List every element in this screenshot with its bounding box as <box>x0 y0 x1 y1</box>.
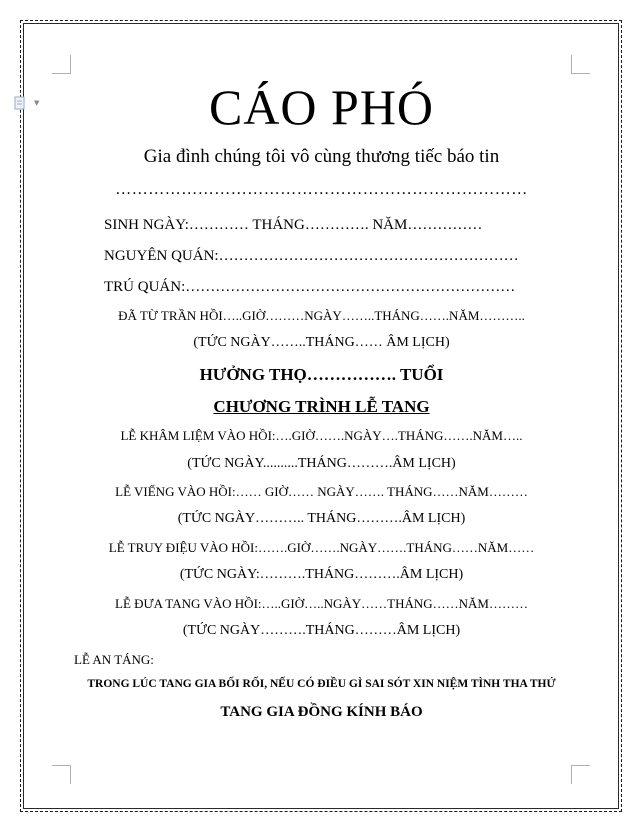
passed-away-lunar-line: (TỨC NGÀY……..THÁNG…… ÂM LỊCH) <box>193 335 450 350</box>
chevron-down-icon[interactable]: ▼ <box>34 99 40 107</box>
residence-line: TRÚ QUÁN:………………………………………………………… <box>104 279 516 295</box>
ceremony-lunar-line: (TỨC NGÀY……….THÁNG………ÂM LỊCH) <box>182 623 461 638</box>
birth-date-line: SINH NGÀY:………… THÁNG…………. NĂM…………… <box>104 217 483 233</box>
program-heading: CHƯƠNG TRÌNH LỄ TANG <box>213 397 430 416</box>
passed-away-line: ĐÃ TỪ TRẦN HỒI…..GIỜ………NGÀY……..THÁNG…….NĂM……….. <box>118 308 525 323</box>
ceremony-line: LỄ ĐƯA TANG VÀO HỒI:…..GIỜ…..NGÀY……THÁNG……NĂM……… <box>115 596 528 611</box>
ceremony-line: LỄ VIẾNG VÀO HỒI:…… GIỜ…… NGÀY……. THÁNG……NĂM……… <box>115 484 528 499</box>
page-title: CÁO PHÓ <box>208 79 435 135</box>
ceremony-lunar-line: (TỨC NGÀY……….. THÁNG……….ÂM LỊCH) <box>177 511 466 526</box>
ceremony-lunar-line: (TỨC NGÀY..........THÁNG……….ÂM LỊCH) <box>187 456 456 471</box>
margin-corner-top-left <box>52 55 71 74</box>
deceased-name-line: ………………………………………………………………… <box>115 181 528 198</box>
burial-line: LỄ AN TÁNG: <box>74 652 154 667</box>
margin-corner-bottom-left <box>52 765 71 784</box>
margin-corner-bottom-right <box>571 765 590 784</box>
margin-corner-top-right <box>571 55 590 74</box>
age-line: HƯỞNG THỌ……………. TUỔI <box>199 365 444 384</box>
announcement-subtitle: Gia đình chúng tôi vô cùng thương tiếc báo tin <box>143 146 500 167</box>
closing-signature: TANG GIA ĐỒNG KÍNH BÁO <box>220 704 423 720</box>
ceremony-line: LỄ TRUY ĐIỆU VÀO HỒI:…….GIỜ…….NGÀY…….THÁNG……NĂM…… <box>108 540 535 555</box>
apology-line: TRONG LÚC TANG GIA BỐI RỐI, NẾU CÓ ĐIỀU GÌ SAI SÓT XIN NIỆM TÌNH THA THỨ <box>87 678 556 690</box>
ceremony-lunar-line: (TỨC NGÀY:……….THÁNG……….ÂM LỊCH) <box>179 567 464 582</box>
ceremony-line: LỄ KHÂM LIỆM VÀO HỒI:….GIỜ…….NGÀY….THÁNG…….NĂM….. <box>120 428 523 443</box>
page-border <box>20 20 622 812</box>
hometown-line: NGUYÊN QUÁN:…………………………………………………… <box>104 248 519 264</box>
